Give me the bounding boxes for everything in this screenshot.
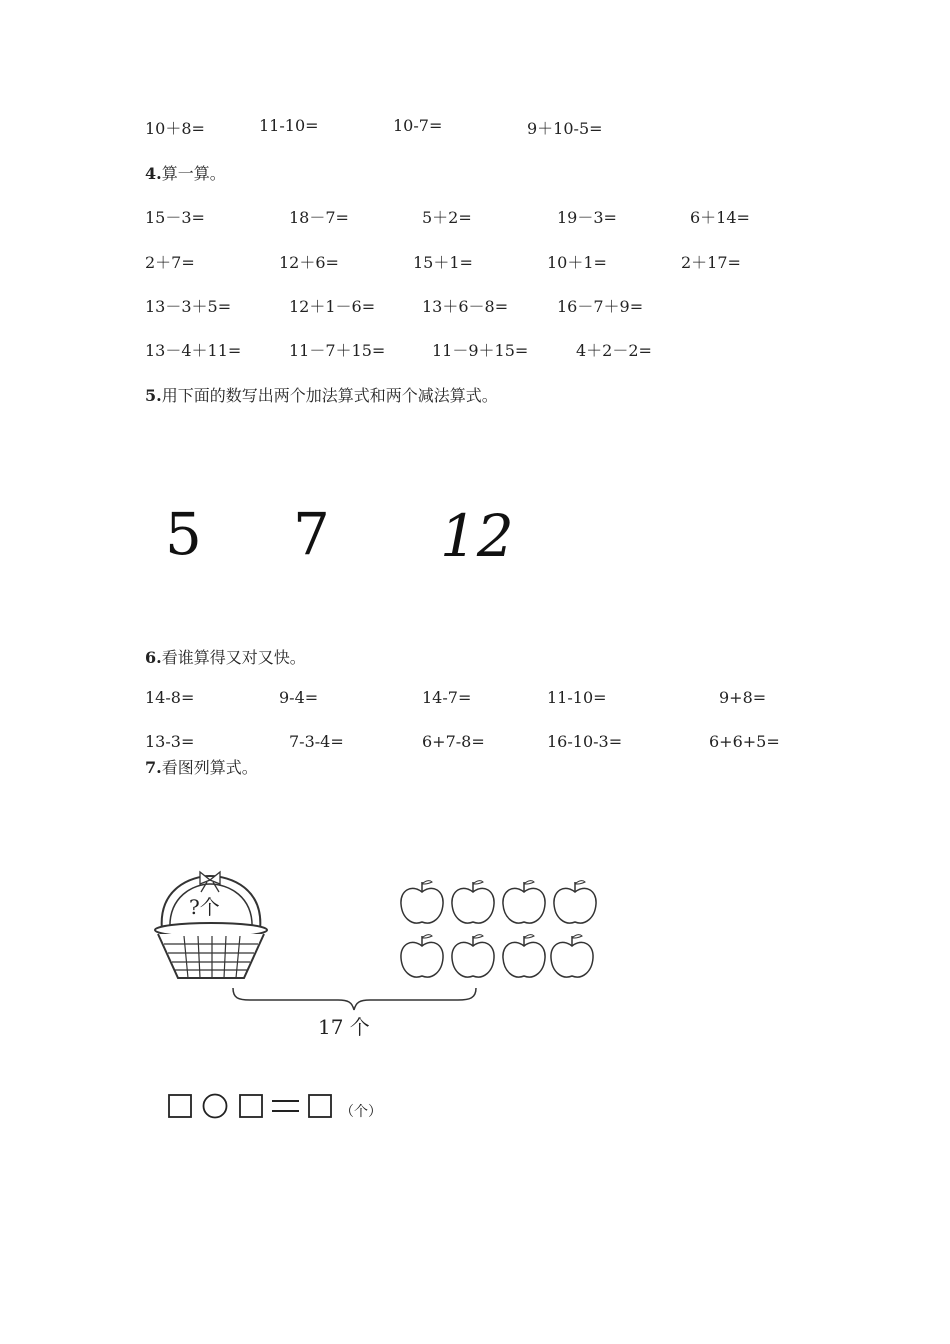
equation: 14-7= xyxy=(422,688,472,707)
big-number: 5 xyxy=(165,500,202,568)
operator-circle[interactable] xyxy=(204,1095,227,1118)
q4-row-1 xyxy=(0,205,950,229)
equation: 6+6+5= xyxy=(709,732,780,751)
equation: 13－3＋5= xyxy=(145,297,232,316)
answer-box[interactable] xyxy=(309,1095,331,1117)
apple-icon xyxy=(503,935,545,977)
question-text: 看谁算得又对又快。 xyxy=(161,648,306,667)
question-text: 算一算。 xyxy=(161,164,226,183)
equation: 13－4＋11= xyxy=(145,341,242,360)
equation: 13＋6－8= xyxy=(422,297,509,316)
q4-row-4 xyxy=(0,338,950,362)
question-5-heading xyxy=(145,383,498,406)
equation: 9+8= xyxy=(719,688,767,707)
total-label: 17 个 xyxy=(318,1015,370,1039)
equation-row-0 xyxy=(0,116,950,140)
apple-icon xyxy=(452,935,494,977)
equation: 11-10= xyxy=(547,688,607,707)
answer-box[interactable] xyxy=(169,1095,191,1117)
equation: 6+7-8= xyxy=(422,732,485,751)
q6-row-2 xyxy=(0,732,950,756)
q4-row-3 xyxy=(0,294,950,318)
apples-group xyxy=(398,878,608,988)
equation: 12＋6= xyxy=(279,253,339,272)
equation: 7-3-4= xyxy=(289,732,344,751)
question-4-heading xyxy=(145,161,226,184)
equation: 11－7＋15= xyxy=(289,341,386,360)
basket-illustration xyxy=(150,868,280,988)
equation: 9-4= xyxy=(279,688,319,707)
apple-icon xyxy=(452,881,494,923)
equation: 16-10-3= xyxy=(547,732,623,751)
question-6-heading xyxy=(145,645,306,668)
equation: 6＋14= xyxy=(690,208,750,227)
equation: 13-3= xyxy=(145,732,195,751)
total-brace xyxy=(228,984,488,1014)
equation: 11-10= xyxy=(259,116,319,135)
equation: 15－3= xyxy=(145,208,205,227)
equation: 5＋2= xyxy=(422,208,472,227)
apple-icon xyxy=(551,935,593,977)
equation: 10-7= xyxy=(393,116,443,135)
equation: 10＋8= xyxy=(145,119,205,138)
apple-icon xyxy=(554,881,596,923)
equation: 4＋2－2= xyxy=(576,341,652,360)
equals-sign xyxy=(272,1101,299,1111)
question-text: 用下面的数写出两个加法算式和两个减法算式。 xyxy=(161,386,498,405)
apple-icon xyxy=(401,935,443,977)
answer-unit: （个） xyxy=(340,1104,382,1120)
basket-label: ?个 xyxy=(189,895,220,919)
apple-icon xyxy=(503,881,545,923)
equation: 2＋7= xyxy=(145,253,195,272)
answer-template xyxy=(168,1093,348,1123)
equation: 9＋10-5= xyxy=(527,119,603,138)
apple-icon xyxy=(401,881,443,923)
equation: 18－7= xyxy=(289,208,349,227)
question-number: 6. xyxy=(145,648,162,667)
equation: 2＋17= xyxy=(681,253,741,272)
q4-row-2 xyxy=(0,250,950,274)
question-text: 看图列算式。 xyxy=(161,758,258,777)
question-7-heading xyxy=(145,755,258,778)
equation: 12＋1－6= xyxy=(289,297,376,316)
equation: 11－9＋15= xyxy=(432,341,529,360)
equation: 19－3= xyxy=(557,208,617,227)
equation: 14-8= xyxy=(145,688,195,707)
q6-row-1 xyxy=(0,688,950,712)
question-number: 4. xyxy=(145,164,162,183)
big-number: 12 xyxy=(440,502,514,570)
equation: 16－7＋9= xyxy=(557,297,644,316)
question-number: 5. xyxy=(145,386,162,405)
question-number: 7. xyxy=(145,758,162,777)
equation: 15＋1= xyxy=(413,253,473,272)
big-number: 7 xyxy=(293,500,330,568)
answer-box[interactable] xyxy=(240,1095,262,1117)
equation: 10＋1= xyxy=(547,253,607,272)
